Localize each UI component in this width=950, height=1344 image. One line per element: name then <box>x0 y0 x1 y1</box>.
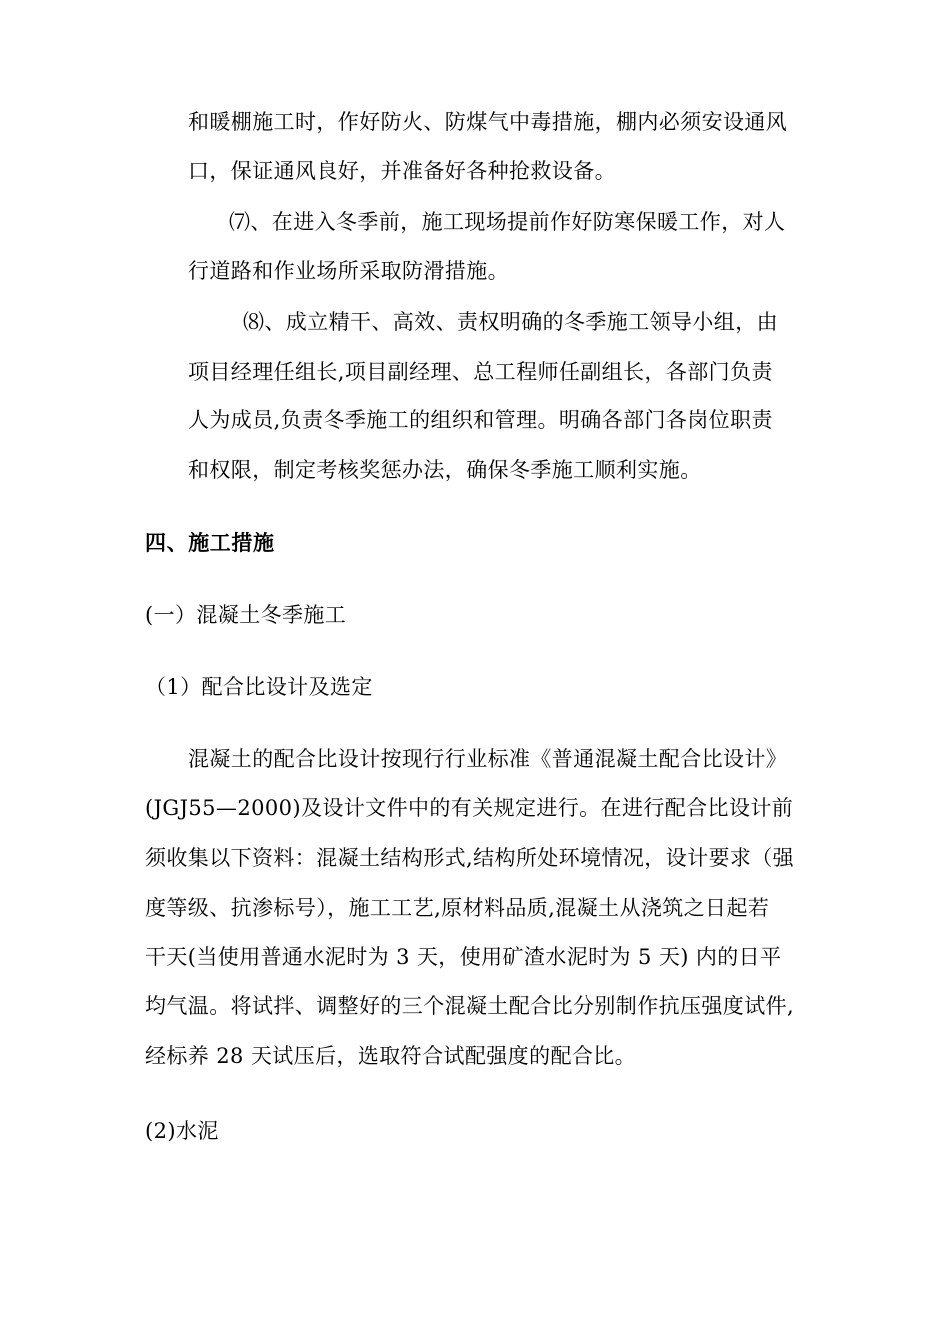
paragraph-line: ⑻、成立精干、高效、责权明确的冬季施工领导小组，由 <box>243 310 778 334</box>
paragraph-line: 和权限，制定考核奖惩办法，确保冬季施工顺利实施。 <box>188 458 702 482</box>
paragraph-line: 项目经理任组长,项目副经理、总工程师任副组长，各部门负责 <box>188 360 773 384</box>
item-heading: (2)水泥 <box>145 1119 219 1143</box>
paragraph-line: 行道路和作业场所采取防滑措施。 <box>188 259 509 283</box>
paragraph-line: 人为成员,负责冬季施工的组织和管理。明确各部门各岗位职责 <box>188 408 773 432</box>
section-heading: 四、施工措施 <box>145 531 275 555</box>
paragraph-line: 干天(当使用普通水泥时为 3 天，使用矿渣水泥时为 5 天) 内的日平 <box>145 945 782 969</box>
paragraph-line: 和暖棚施工时，作好防火、防煤气中毒措施，棚内必须安设通风 <box>188 110 788 134</box>
paragraph-line: 经标养 28 天试压后，选取符合试配强度的配合比。 <box>145 1044 637 1068</box>
paragraph-line: ⑺、在进入冬季前，施工现场提前作好防寒保暖工作，对人 <box>229 210 786 234</box>
paragraph-line: (JGJ55—2000)及设计文件中的有关规定进行。在进行配合比设计前 <box>145 796 794 820</box>
paragraph-line: 口，保证通风良好，并准备好各种抢救设备。 <box>188 159 616 183</box>
paragraph-line: 度等级、抗渗标号），施工工艺,原材料品质,混凝土从浇筑之日起若 <box>145 896 770 920</box>
subsection-heading: (一）混凝土冬季施工 <box>145 603 347 627</box>
paragraph-line: 均气温。将试拌、调整好的三个混凝土配合比分别制作抗压强度试件, <box>145 994 795 1018</box>
item-heading: （1）配合比设计及选定 <box>145 675 373 699</box>
paragraph-line: 混凝土的配合比设计按现行行业标准《普通混凝土配合比设计》 <box>188 747 788 771</box>
paragraph-line: 须收集以下资料：混凝土结构形式,结构所处环境情况，设计要求（强 <box>145 846 795 870</box>
